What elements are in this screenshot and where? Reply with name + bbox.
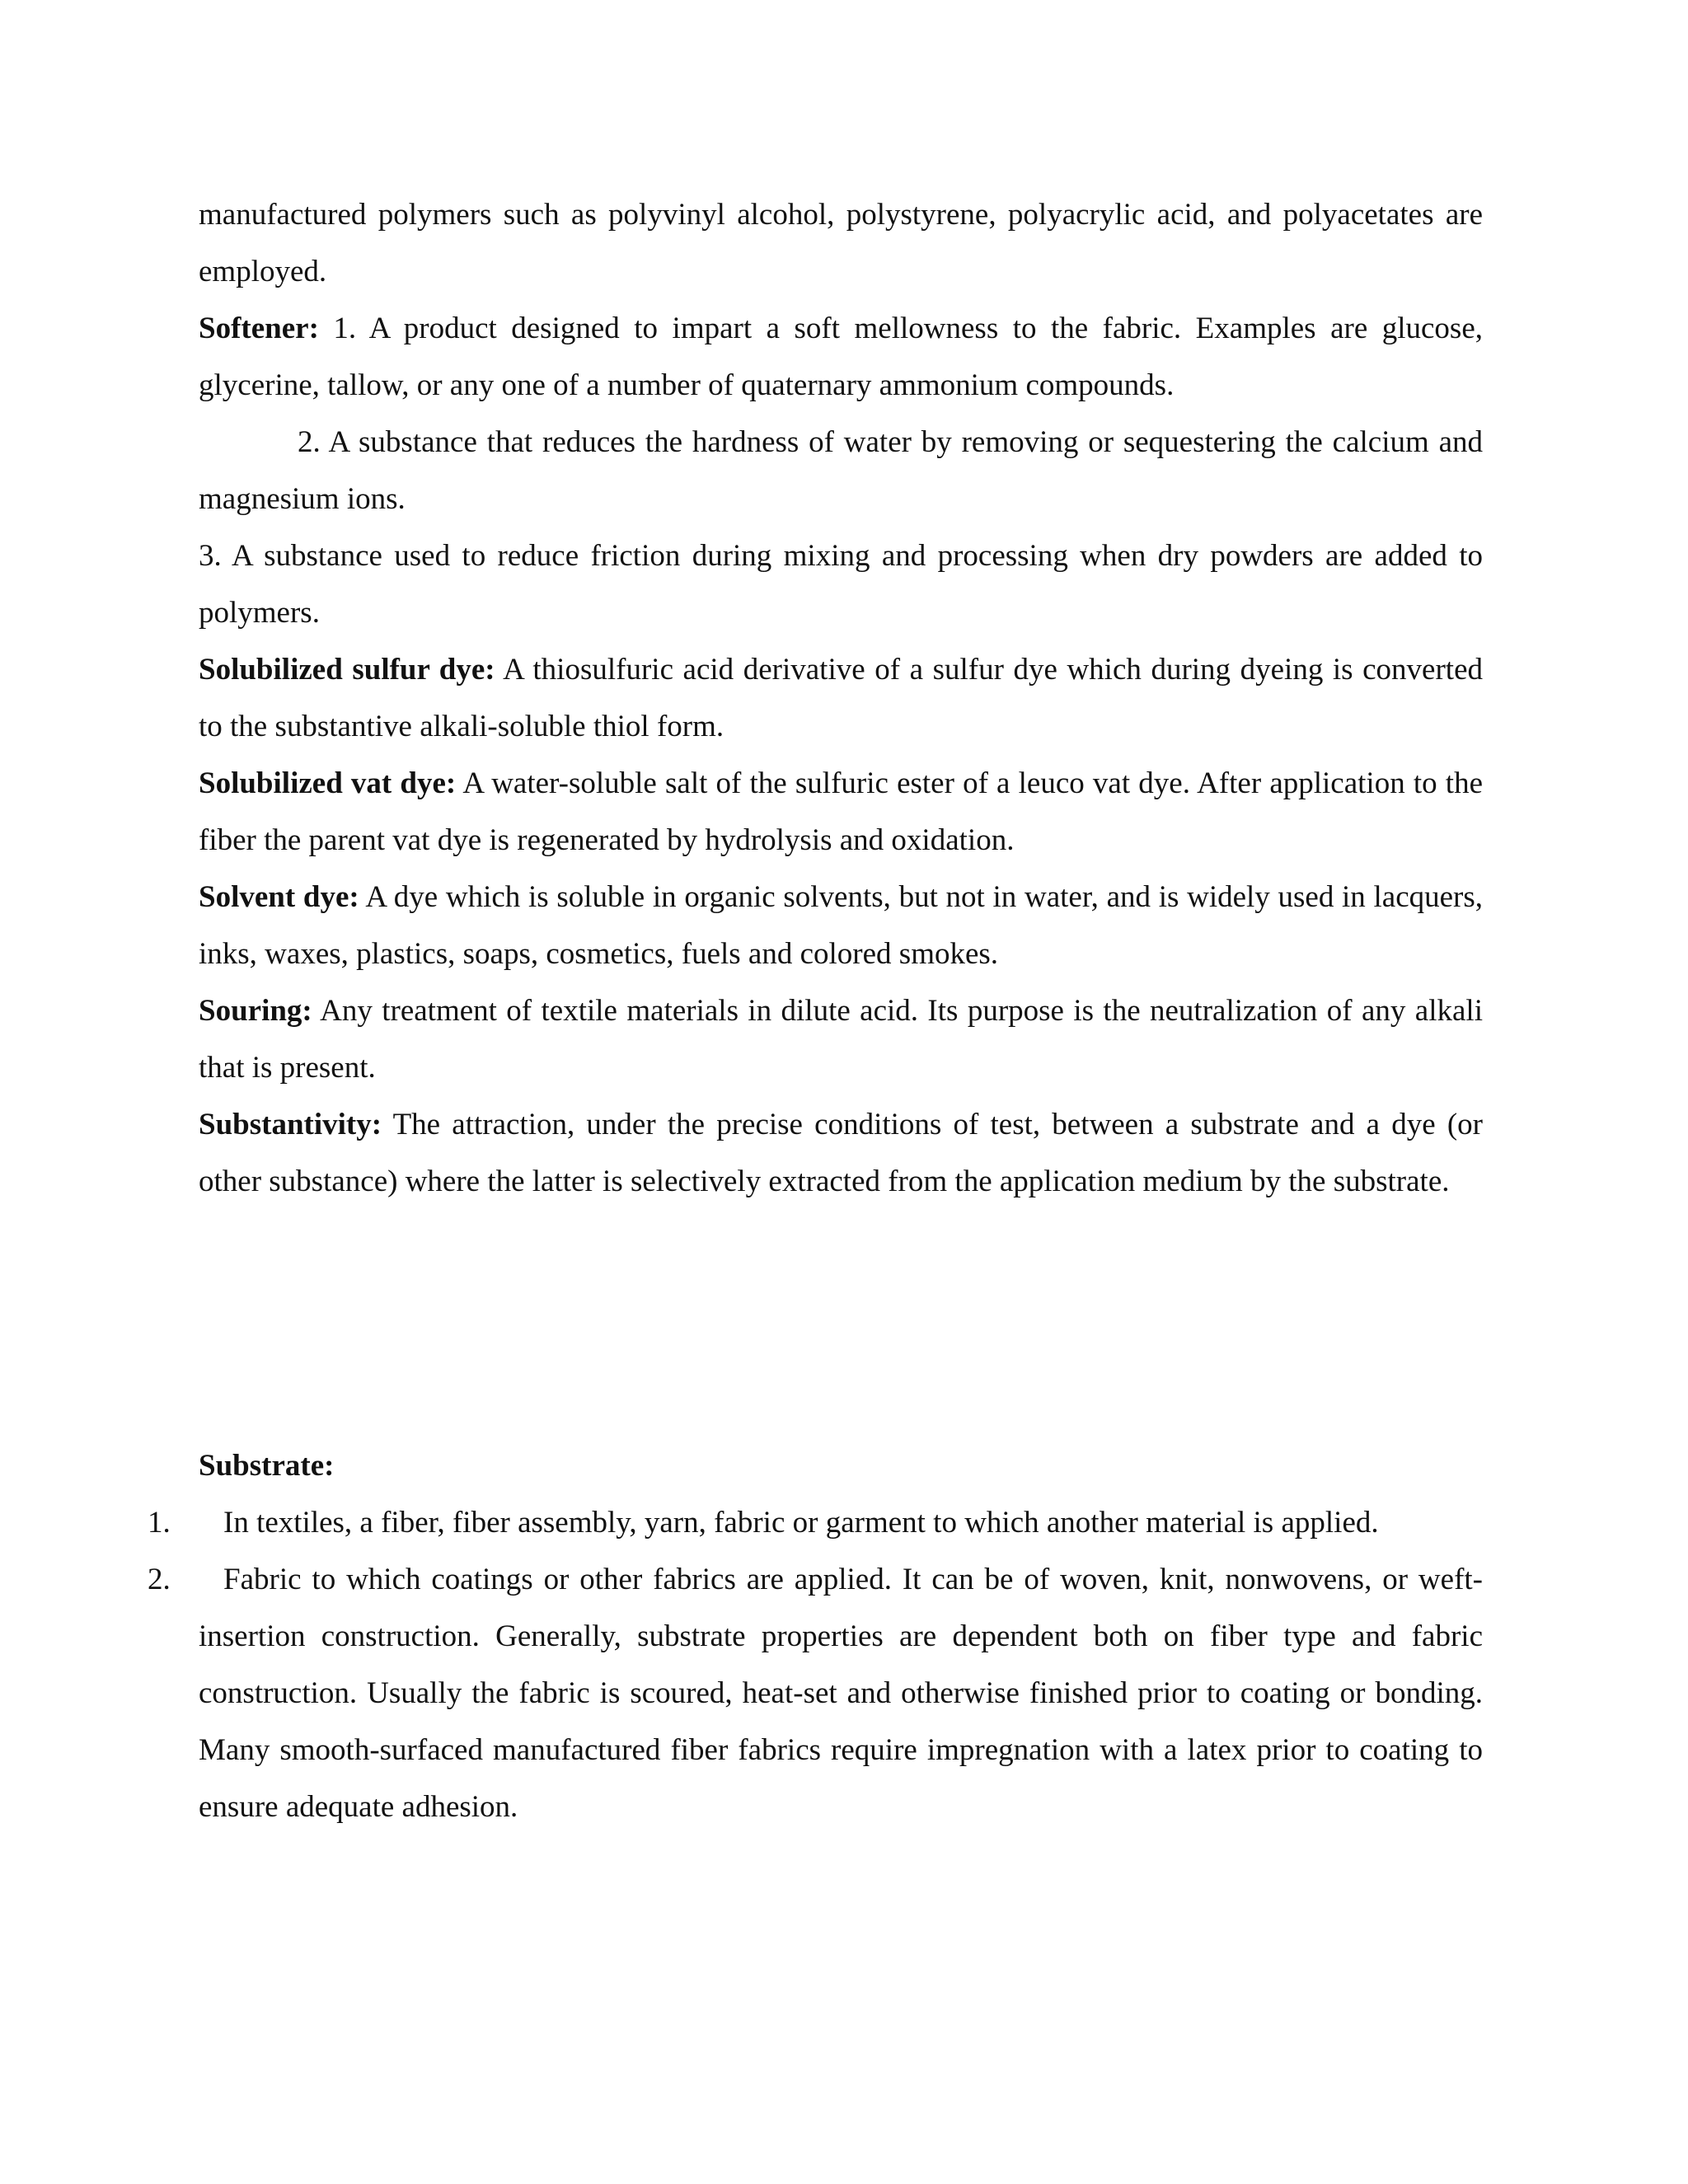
entry-souring: [199, 982, 1483, 1096]
solubilized-sulfur-dye-definition: A thiosulfuric acid derivative of a sulfur dye which during dyeing is converted to the substantive alkali-soluble thiol form.: [199, 653, 1483, 743]
entry-solubilized-sulfur-dye: [199, 641, 1483, 755]
intro-text: manufactured polymers such as polyvinyl alcohol, polystyrene, polyacrylic acid, and polyacetates are employed.: [199, 198, 1483, 288]
souring-definition: Any treatment of textile materials in dilute acid. Its purpose is the neutralization of any alkali that is present.: [199, 994, 1483, 1085]
term-solubilized-sulfur-dye: Solubilized sulfur dye:: [199, 653, 495, 687]
substrate-list: [148, 1494, 1483, 1835]
entry-substantivity: [199, 1096, 1483, 1210]
entry-softener: [199, 300, 1483, 414]
entry-solvent-dye: [199, 869, 1483, 982]
entry-solubilized-vat-dye: [199, 755, 1483, 869]
list-item-number: 1.: [148, 1506, 171, 1540]
solvent-dye-definition: A dye which is soluble in organic solvents, but not in water, and is widely used in lacquers, inks, waxes, plastics, soaps, cosmetics, fuels and colored smokes.: [199, 880, 1484, 971]
list-item-text: In textiles, a fiber, fiber assembly, yarn, fabric or garment to which another material is applied.: [223, 1506, 1379, 1540]
solubilized-vat-dye-definition: A water-soluble salt of the sulfuric ester of a leuco vat dye. After application to the fiber the parent vat dye is regenerated by hydrolysis and oxidation.: [199, 766, 1484, 857]
intro-paragraph: [199, 186, 1483, 300]
entry-softener-3: [199, 527, 1483, 641]
substantivity-definition: The attraction, under the precise conditions of test, between a substrate and a dye (or other substance) where the latter is selectively extracted from the application medium by the substrate.: [199, 1108, 1483, 1198]
entry-softener-2: [199, 414, 1483, 527]
list-item-number: 2.: [148, 1563, 171, 1596]
term-substrate: Substrate:: [199, 1449, 335, 1483]
term-solubilized-vat-dye: Solubilized vat dye:: [199, 766, 457, 800]
list-item: [148, 1551, 1483, 1835]
softener-definition-3: 3. A substance used to reduce friction during mixing and processing when dry powders are added to polymers.: [199, 539, 1483, 630]
softener-definition-1: 1. A product designed to impart a soft mellowness to the fabric. Examples are glucose, glycerine, tallow, or any one of a number of quaternary ammonium compounds.: [199, 312, 1483, 402]
term-souring: Souring:: [199, 994, 312, 1028]
entry-substrate: [199, 1437, 1483, 1494]
substrate-heading-block: [199, 1437, 1483, 1494]
list-item: [148, 1494, 1483, 1551]
term-solvent-dye: Solvent dye:: [199, 880, 359, 914]
term-substantivity: Substantivity:: [199, 1108, 382, 1141]
term-softener: Softener:: [199, 312, 319, 345]
glossary-body: [199, 186, 1483, 1210]
softener-definition-2: 2. A substance that reduces the hardness of water by removing or sequestering the calcium and magnesium ions.: [199, 425, 1483, 516]
list-item-text: Fabric to which coatings or other fabrics are applied. It can be of woven, knit, nonwovens, or weft-insertion construction. Generally, substrate properties are dependent both on fiber type and fabric construction. Usually the fabric is scoured, heat-set and otherwise finished prior to coating or bonding. Many smooth-surfaced manufactured fiber fabrics require impregnation with a latex prior to coating to ensure adequate adhesion.: [199, 1563, 1483, 1824]
